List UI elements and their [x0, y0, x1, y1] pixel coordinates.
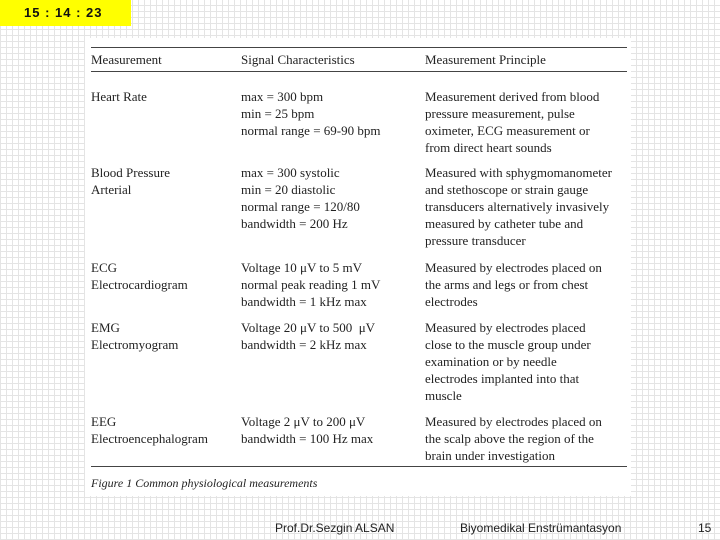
header-rule [91, 71, 627, 72]
row-ecg-measurement: ECG Electrocardiogram [91, 260, 188, 292]
row-ecg-principle: Measured by electrodes placed on the arms and legs or from chest electrodes [425, 260, 602, 309]
row-ecg-signal: Voltage 10 μV to 5 mV normal peak reading 1 mV bandwidth = 1 kHz max [241, 260, 381, 309]
row-eeg-signal: Voltage 2 μV to 200 μV bandwidth = 100 Hz max [241, 414, 374, 446]
table-top-rule [91, 47, 627, 48]
row-blood-pressure-principle: Measured with sphygmomanometer and stethoscope or strain gauge transducers alternatively invasively measured by catheter tube and pressure transducer [425, 165, 613, 248]
header-measurement-principle: Measurement Principle [425, 52, 546, 67]
row-emg-measurement: EMG Electromyogram [91, 320, 179, 352]
row-eeg-principle: Measured by electrodes placed on the scalp above the region of the brain under investigation [425, 414, 602, 463]
header-signal-characteristics: Signal Characteristics [241, 52, 355, 67]
row-eeg-measurement: EEG Electroencephalogram [91, 414, 208, 446]
footer-author: Prof.Dr.Sezgin ALSAN [275, 521, 395, 535]
page-number: 15 [698, 521, 712, 535]
row-blood-pressure-measurement: Blood Pressure Arterial [91, 165, 171, 197]
row-emg-principle: Measured by electrodes placed close to the muscle group under examination or by needle electrodes implanted into that muscle [425, 320, 591, 403]
figure-caption: Figure 1 Common physiological measurements [91, 476, 318, 490]
row-heart-rate-signal: max = 300 bpm min = 25 bpm normal range = 69-90 bpm [241, 89, 381, 138]
timestamp-badge: 15 : 14 : 23 [0, 0, 131, 26]
row-heart-rate-measurement: Heart Rate [91, 89, 147, 104]
measurement-table [85, 38, 631, 496]
header-measurement: Measurement [91, 52, 162, 67]
row-emg-signal: Voltage 20 μV to 500 μV bandwidth = 2 kHz max [241, 320, 376, 352]
row-heart-rate-principle: Measurement derived from blood pressure measurement, pulse oximeter, ECG measurement or from direct heart sounds [425, 89, 600, 155]
table-bottom-rule [91, 466, 627, 467]
footer-course: Biyomedikal Enstrümantasyon [460, 521, 622, 535]
row-blood-pressure-signal: max = 300 systolic min = 20 diastolic normal range = 120/80 bandwidth = 200 Hz [241, 165, 360, 231]
